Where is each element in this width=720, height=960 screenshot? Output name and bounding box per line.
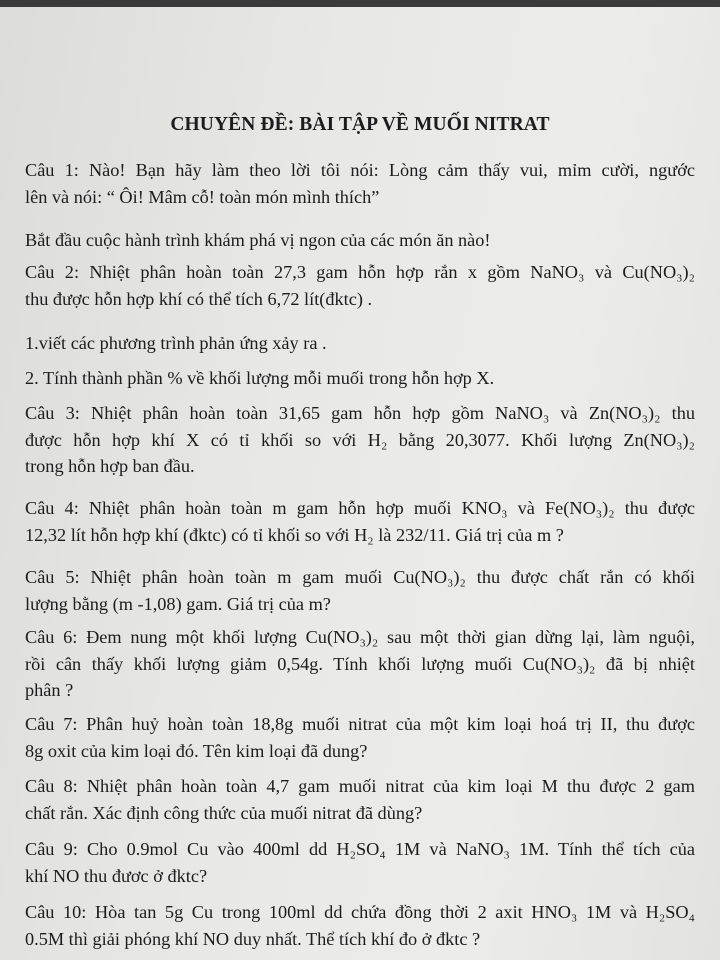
- question-3: [25, 400, 695, 480]
- question-1: [25, 157, 695, 210]
- text-line: trong hỗn hợp ban đầu.: [25, 456, 195, 476]
- text-line: Câu 3: Nhiệt phân hoàn toàn 31,65 gam hỗn hợp gồm NaNO₃ và Zn(NO₃)₂ thu: [25, 403, 695, 423]
- text-line: khí NO thu đươc ở đktc?: [25, 865, 208, 886]
- text-line: Câu 6: Đem nung một khối lượng Cu(NO₃)₂ sau một thời gian dừng lại, làm nguội,: [25, 627, 695, 647]
- text-line: rồi cân thấy khối lượng giảm 0,54g. Tính khối lượng muối Cu(NO₃)₂ đã bị nhiệt: [25, 653, 695, 674]
- text-line: được hỗn hợp khí X có tỉ khối so với H₂ bằng 20,3077. Khối lượng Zn(NO₃)₂: [25, 429, 695, 450]
- question-2-part-2: [25, 365, 695, 392]
- question-6: [25, 624, 695, 704]
- question-2: [25, 259, 695, 312]
- text-line: Bắt đầu cuộc hành trình khám phá vị ngon của các món ăn nào!: [25, 230, 491, 250]
- text-line: 12,32 lít hỗn hợp khí (đktc) có tỉ khối so với H₂ là 232/11. Giá trị của m ?: [25, 524, 564, 545]
- text-line: 2. Tính thành phần % về khối lượng mỗi muối trong hỗn hợp X.: [25, 368, 495, 388]
- document-title: CHUYÊN ĐỀ: BÀI TẬP VỀ MUỐI NITRAT: [170, 114, 550, 135]
- text-line: Câu 9: Cho 0.9mol Cu vào 400ml dd H₂SO₄ 1M và NaNO₃ 1M. Tính thể tích của: [25, 839, 695, 859]
- question-8: [25, 773, 695, 826]
- text-line: lượng bằng (m -1,08) gam. Giá trị của m?: [25, 593, 331, 614]
- text-line: phân ?: [25, 680, 74, 700]
- text-line: lên và nói: “ Ôi! Mâm cỗ! toàn món mình thích”: [25, 186, 380, 207]
- question-5: [25, 564, 695, 617]
- text-line: Câu 7: Phân huỷ hoàn toàn 18,8g muối nitrat của một kim loại hoá trị II, thu được: [25, 714, 695, 734]
- text-line: 8g oxit của kim loại đó. Tên kim loại đã dung?: [25, 740, 368, 761]
- photo-top-edge: [0, 0, 720, 7]
- question-9: [25, 836, 695, 889]
- text-line: thu được hỗn hợp khí có thể tích 6,72 lít(đktc) .: [25, 288, 373, 309]
- text-line: 0.5M thì giải phóng khí NO duy nhất. Thể tích khí đo ở đktc ?: [25, 928, 481, 949]
- text-line: Câu 10: Hòa tan 5g Cu trong 100ml dd chứa đồng thời 2 axit HNO₃ 1M và H₂SO₄: [25, 902, 695, 922]
- question-10: [25, 899, 695, 952]
- text-line: chất rắn. Xác định công thức của muối nitrat đã dùng?: [25, 802, 423, 823]
- intro-line: [25, 227, 695, 254]
- text-line: 1.viết các phương trình phản ứng xảy ra .: [25, 333, 327, 353]
- text-line: Câu 2: Nhiệt phân hoàn toàn 27,3 gam hỗn hợp rắn x gồm NaNO₃ và Cu(NO₃)₂: [25, 262, 695, 282]
- question-4: [25, 495, 695, 548]
- question-2-part-1: [25, 330, 695, 357]
- question-7: [25, 711, 695, 764]
- text-line: Câu 8: Nhiệt phân hoàn toàn 4,7 gam muối nitrat của kim loại M thu được 2 gam: [25, 776, 695, 796]
- text-line: Câu 4: Nhiệt phân hoàn toàn m gam hỗn hợp muối KNO₃ và Fe(NO₃)₂ thu được: [25, 498, 695, 518]
- text-line: Câu 1: Nào! Bạn hãy làm theo lời tôi nói: Lòng cảm thấy vui, mỉm cười, ngước: [25, 160, 695, 180]
- text-line: Câu 5: Nhiệt phân hoàn toàn m gam muối Cu(NO₃)₂ thu được chất rắn có khối: [25, 567, 695, 587]
